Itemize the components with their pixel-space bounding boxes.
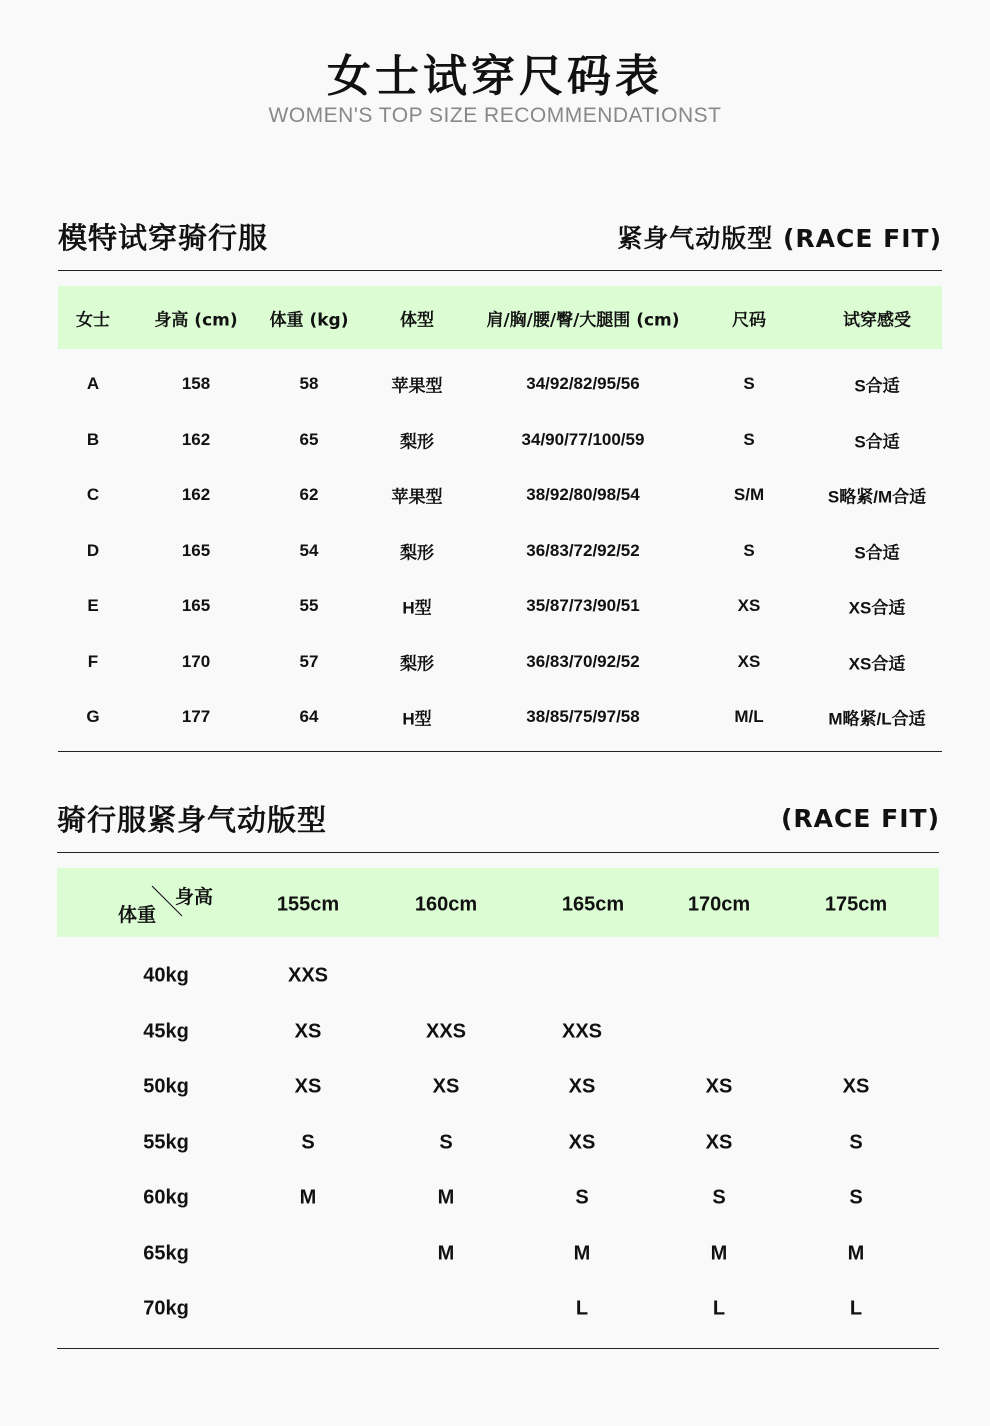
size-cell-40kg-155cm: XXS — [287, 964, 329, 987]
model-row-4-measurements: 36/83/72/92/52 — [526, 540, 640, 560]
size-cell-50kg-170cm: XS — [705, 1075, 733, 1098]
size-cell-55kg-155cm: S — [301, 1131, 315, 1153]
model-row-7-model: G — [86, 707, 100, 726]
size-cell-60kg-170cm: S — [712, 1186, 726, 1209]
section2-top-rule — [57, 852, 939, 853]
size-cell-65kg-160cm: M — [437, 1242, 455, 1264]
header-height: 身高 (cm) — [154, 310, 238, 331]
weight-label-40kg: 40kg — [143, 964, 189, 987]
model-row-5-height: 165 — [181, 596, 211, 615]
weight-label-55kg: 55kg — [143, 1131, 189, 1153]
size-cell-45kg-155cm: XS — [294, 1020, 322, 1042]
height-header-160cm: 160cm — [414, 893, 478, 916]
model-row-4-model: D — [86, 540, 100, 560]
section1-bottom-rule — [58, 751, 942, 752]
height-header-155cm: 155cm — [276, 893, 340, 916]
size-cell-55kg-160cm: S — [439, 1131, 453, 1153]
section1-header — [58, 216, 942, 257]
weight-label-65kg: 65kg — [143, 1242, 189, 1264]
model-row-6-model: F — [87, 651, 99, 671]
model-row-1-height: 158 — [181, 374, 211, 393]
weight-label-60kg: 60kg — [143, 1186, 189, 1209]
size-cell-45kg-160cm: XXS — [425, 1020, 467, 1042]
section2-title: 骑行服紧身气动版型 — [57, 803, 328, 837]
model-row-2-fit-feel: S合适 — [854, 432, 900, 451]
size-cell-60kg-175cm: S — [849, 1186, 863, 1209]
model-row-3-weight: 62 — [299, 485, 319, 504]
size-cell-50kg-155cm: XS — [294, 1075, 322, 1098]
size-cell-55kg-175cm: S — [849, 1131, 863, 1153]
header-size: 尺码 — [732, 310, 766, 331]
size-cell-50kg-175cm: XS — [842, 1075, 870, 1098]
size-cell-70kg-175cm: L — [849, 1297, 863, 1320]
model-row-6-size: XS — [737, 651, 761, 671]
weight-label-45kg: 45kg — [143, 1020, 189, 1042]
size-cell-70kg-170cm: L — [712, 1297, 726, 1320]
model-row-3-measurements: 38/92/80/98/54 — [526, 485, 640, 504]
model-row-1-size: S — [743, 374, 755, 393]
model-row-5-measurements: 35/87/73/90/51 — [526, 596, 640, 615]
size-cell-65kg-170cm: M — [710, 1242, 728, 1264]
model-row-1-measurements: 34/92/82/95/56 — [526, 374, 640, 393]
size-cell-60kg-155cm: M — [299, 1186, 317, 1209]
corner-weight-label: 体重 — [118, 904, 157, 926]
size-cell-50kg-165cm: XS — [568, 1075, 596, 1098]
size-cell-65kg-175cm: M — [847, 1242, 865, 1264]
size-cell-55kg-170cm: XS — [705, 1131, 733, 1153]
model-row-5-body-type: H型 — [402, 598, 432, 618]
header-fit-feel: 试穿感受 — [843, 310, 911, 331]
section2-fit-label: (RACE FIT) — [780, 804, 940, 833]
model-row-4-fit-feel: S合适 — [854, 543, 900, 562]
model-row-7-height: 177 — [181, 707, 211, 726]
model-row-6-height: 170 — [181, 651, 211, 671]
model-row-7-weight: 64 — [299, 707, 319, 726]
model-row-3-fit-feel: S略紧/M合适 — [827, 487, 927, 507]
model-row-2-model: B — [86, 429, 100, 449]
page-title: 女士试穿尺码表 — [327, 51, 663, 102]
weight-label-70kg: 70kg — [143, 1297, 189, 1320]
size-cell-45kg-165cm: XXS — [561, 1020, 603, 1042]
section2-bottom-rule — [57, 1348, 939, 1349]
section2-header — [57, 798, 940, 839]
height-header-170cm: 170cm — [687, 893, 751, 916]
model-row-4-size: S — [743, 540, 755, 560]
model-row-3-model: C — [86, 485, 100, 504]
model-row-5-fit-feel: XS合适 — [848, 598, 906, 618]
model-row-2-height: 162 — [181, 429, 211, 449]
model-row-5-size: XS — [737, 596, 761, 615]
model-row-1-fit-feel: S合适 — [854, 376, 900, 396]
model-row-1-model: A — [86, 374, 100, 393]
model-row-2-size: S — [743, 429, 755, 449]
corner-diagonal-line — [150, 884, 184, 918]
size-cell-65kg-165cm: M — [573, 1242, 591, 1264]
size-cell-60kg-160cm: M — [437, 1186, 455, 1209]
model-row-4-body-type: 梨形 — [400, 543, 434, 562]
model-row-4-height: 165 — [181, 540, 211, 560]
model-row-1-weight: 58 — [299, 374, 319, 393]
page-subtitle: WOMEN'S TOP SIZE RECOMMENDATIONST — [268, 104, 722, 127]
model-row-3-body-type: 苹果型 — [391, 487, 443, 507]
model-row-1-body-type: 苹果型 — [391, 376, 443, 396]
model-row-7-fit-feel: M略紧/L合适 — [828, 709, 926, 729]
size-cell-50kg-160cm: XS — [432, 1075, 460, 1098]
model-row-2-weight: 65 — [299, 429, 319, 449]
size-cell-70kg-165cm: L — [575, 1297, 589, 1320]
model-row-3-height: 162 — [181, 485, 211, 504]
weight-label-50kg: 50kg — [143, 1075, 189, 1098]
model-row-2-body-type: 梨形 — [400, 432, 434, 451]
height-header-175cm: 175cm — [824, 893, 888, 916]
section1-title: 模特试穿骑行服 — [58, 221, 269, 255]
model-row-5-model: E — [87, 596, 99, 615]
size-cell-60kg-165cm: S — [575, 1186, 589, 1209]
model-row-4-weight: 54 — [299, 540, 319, 560]
model-row-7-body-type: H型 — [402, 709, 432, 729]
section1-fit-label: 紧身气动版型 (RACE FIT) — [617, 223, 942, 253]
model-row-5-weight: 55 — [299, 596, 319, 615]
model-row-7-measurements: 38/85/75/97/58 — [526, 707, 640, 726]
model-row-6-weight: 57 — [299, 651, 319, 671]
header-model: 女士 — [76, 310, 110, 331]
model-row-2-measurements: 34/90/77/100/59 — [521, 429, 645, 449]
section1-top-rule — [58, 270, 942, 271]
size-cell-55kg-165cm: XS — [568, 1131, 596, 1153]
header-measurements: 肩/胸/腰/臀/大腿围 (cm) — [486, 310, 680, 331]
model-row-3-size: S/M — [733, 485, 765, 504]
header-body-type: 体型 — [400, 310, 434, 331]
model-row-6-fit-feel: XS合适 — [848, 654, 906, 673]
header-weight: 体重 (kg) — [269, 310, 349, 331]
model-row-7-size: M/L — [734, 707, 764, 726]
height-header-165cm: 165cm — [561, 893, 625, 916]
corner-height-label: 身高 — [175, 886, 214, 908]
model-row-6-measurements: 36/83/70/92/52 — [526, 651, 640, 671]
model-row-6-body-type: 梨形 — [400, 654, 434, 673]
